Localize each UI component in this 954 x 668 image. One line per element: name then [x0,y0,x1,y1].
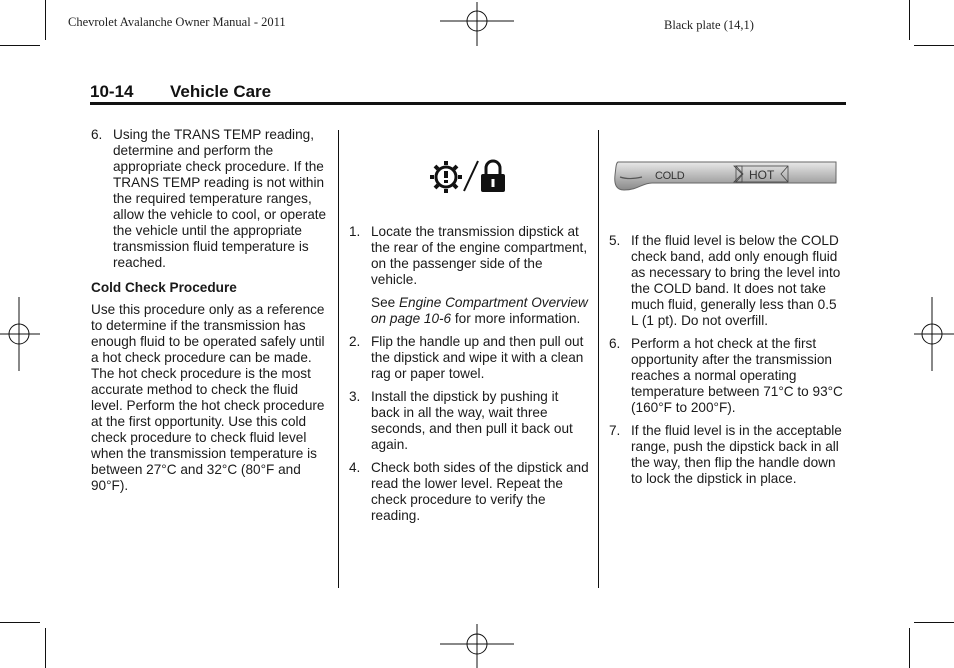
list-item [609,423,845,487]
crop-mark-top-left-v [45,0,46,40]
step-text: Using the TRANS TEMP reading, determine and perform the appropriate check procedure. If the TRANS TEMP reading is not within the required temperature ranges, allow the vehicle to cool, or operate the vehicle until the appropriate transmission fluid temperature is reached. [113,127,327,270]
step-number: 2. [349,334,361,349]
section-title: Vehicle Care [170,82,272,101]
list-item [349,224,589,288]
crop-mark-bottom-left-h [0,622,40,623]
column-divider-1 [338,130,339,588]
plate-label: Black plate (14,1) [664,18,754,32]
crop-mark-top-right-h [914,45,954,46]
left-column [91,127,331,494]
crop-mark-bottom-right-h [914,622,954,623]
step-number: 3. [349,389,361,404]
registration-mark-bottom-icon [440,624,514,668]
crop-mark-top-left-h [0,45,40,46]
step-number: 6. [609,336,621,351]
step-text: Install the dipstick by pushing it back in all the way, wait three seconds, and then pull it back out again. [371,389,573,452]
middle-column [349,224,589,524]
see-link[interactable]: Engine Compartment Overview on page 10-6 [371,295,588,326]
step-text: If the fluid level is in the acceptable range, push the dipstick back in all the way, then flip the handle down to lock the dipstick in place. [631,423,842,486]
step-number: 1. [349,224,361,239]
list-item [349,334,589,382]
cold-check-heading: Cold Check Procedure [91,280,237,295]
crop-mark-top-right-v [909,0,910,40]
step-text: Check both sides of the dipstick and read the lower level. Repeat the check procedure to verify the reading. [371,460,589,523]
column-divider-2 [598,130,599,588]
step-number: 7. [609,423,621,438]
list-item [349,389,589,453]
step-text: If the fluid level is below the COLD check band, add only enough fluid as necessary to bring the level into the COLD band. It does not take much fluid, generally less than 0.5 L (1 pt). Do not overfill. [631,233,841,328]
step-number: 5. [609,233,621,248]
registration-mark-top-icon [440,2,514,46]
page-number: 10-14 [90,82,134,101]
gear-lock-icon [430,157,508,195]
step-text: Perform a hot check at the first opportunity after the transmission reaches a normal operating temperature between 71°C to 93°C (160°F to 200°F). [631,336,843,415]
dipstick-illustration [612,157,838,193]
step-number: 6. [91,127,103,142]
step-text: Flip the handle up and then pull out the dipstick and wipe it with a clean rag or paper towel. [371,334,584,381]
right-column [609,233,845,487]
step-text: Locate the transmission dipstick at the rear of the engine compartment, on the passenger side of the vehicle. [371,224,588,287]
cross-reference [349,295,589,327]
header-rule [90,102,846,105]
step-number: 4. [349,460,361,475]
dipstick-hot-label: HOT [749,168,775,182]
list-item [349,460,589,524]
registration-mark-right-icon [914,297,954,371]
list-item [91,127,331,271]
see-suffix: for more information. [451,311,581,326]
cold-check-text: Use this procedure only as a reference to determine if the transmission has enough fluid to be operated safely until a hot check procedure can be made. The hot check procedure is the most accurate method to check the fluid level. Perform the hot check procedure at the first opportunity. Use this cold check procedure to check fluid level when the transmission temperature is between 27°C and 32°C (80°F and 90°F). [91,302,325,493]
crop-mark-bottom-right-v [909,628,910,668]
dipstick-cold-label: COLD [655,170,685,182]
crop-mark-bottom-left-v [45,628,46,668]
list-item [609,233,845,329]
registration-mark-left-icon [0,297,40,371]
list-item [609,336,845,416]
manual-title: Chevrolet Avalanche Owner Manual - 2011 [68,15,286,29]
see-prefix: See [371,295,399,310]
